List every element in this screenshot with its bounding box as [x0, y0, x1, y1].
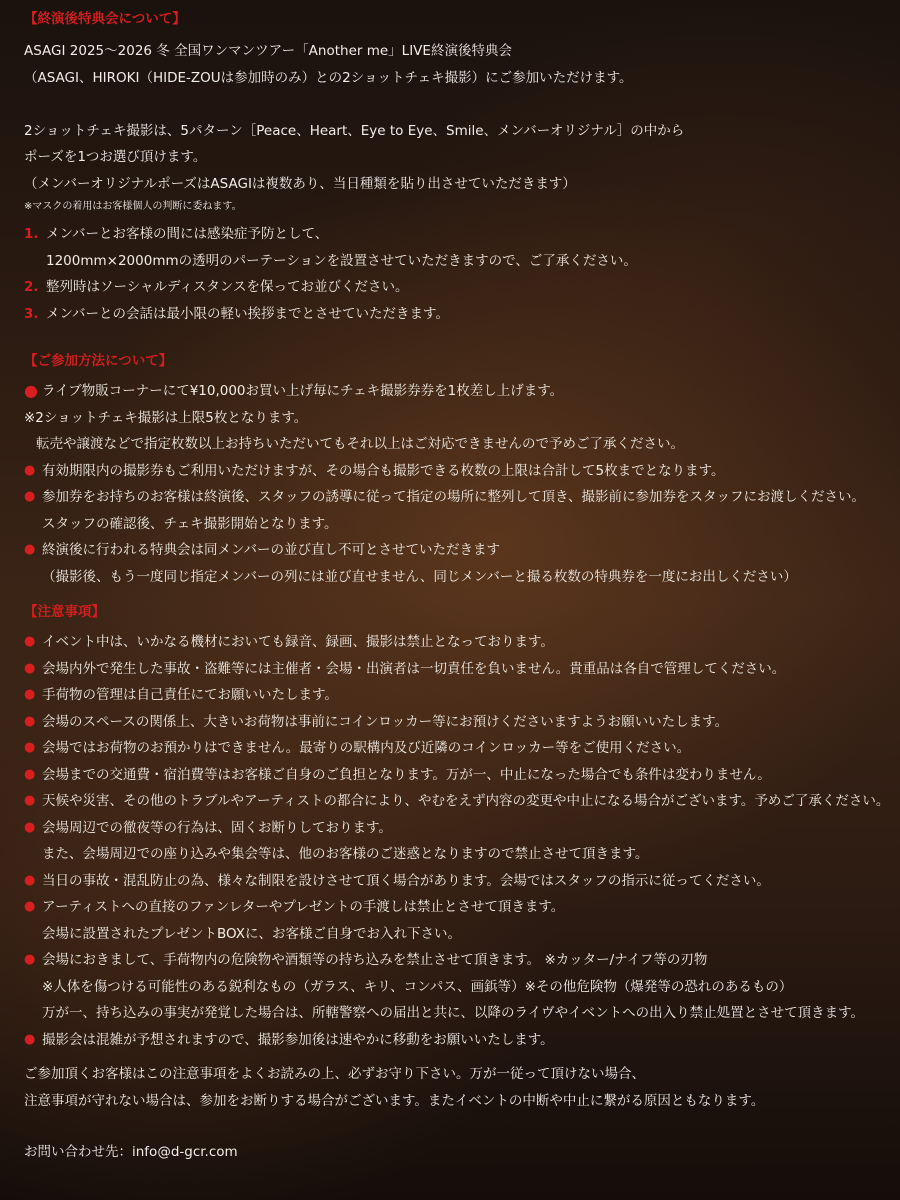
item-text: 会場ではお荷物のお預かりはできません。最寄りの駅構内及び近隣のコインロッカー等をご使用ください。	[42, 740, 691, 756]
item-number: 3.	[24, 305, 39, 322]
intro-line: ポーズを1つお選び頂けます。	[24, 149, 207, 165]
item-text: 会場のスペースの関係上、大きいお荷物は事前にコインロッカー等にお預けくださいますようお願いいたします。	[42, 713, 729, 730]
item-text: メンバーとの会話は最小限の軽い挨拶までとさせていただきます。	[46, 305, 449, 322]
item-text: 当日の事故・混乱防止の為、様々な制限を設けさせて頂く場合があります。会場ではスタッフの指示に従ってください。	[42, 872, 770, 889]
item-number: 2.	[24, 279, 39, 295]
item-text: 会場におきまして、手荷物内の危険物や酒類等の持ち込みを禁止させて頂きます。 ※カッター/ナイフ等の刃物	[42, 952, 708, 968]
list-item	[24, 868, 886, 895]
item-text: （撮影後、もう一度同じ指定メンバーの列には並び直せません、同じメンバーと撮る枚数の特典券を一度にお出しください）	[42, 568, 797, 585]
bullet-icon: ●	[24, 793, 36, 808]
list-item	[24, 762, 886, 789]
list-item	[24, 682, 886, 709]
item-text: 整列時はソーシャルディスタンスを保ってお並びください。	[46, 279, 409, 295]
item-number: 1.	[24, 226, 39, 242]
intro-line: 2ショットチェキ撮影は、5パターン［Peace、Heart、Eye to Eye、Smile、メンバーオリジナル］の中から	[24, 122, 685, 139]
contact-email: お問い合わせ先：info@d-gcr.com	[24, 1144, 238, 1160]
bullet-icon: ●	[24, 1031, 36, 1047]
list-item	[24, 1027, 886, 1054]
list-item	[24, 788, 890, 815]
item-text: また、会場周辺での座り込みや集会等は、他のお客様のご迷惑となりますので禁止させて頂きます。	[42, 846, 649, 862]
bullet-icon: ●	[24, 766, 36, 782]
item-text: 会場内外で発生した事故・盗難等には主催者・会場・出演者は一切責任を負いません。貴重品は各自で管理してください。	[42, 660, 786, 677]
mask-note: ※マスクの着用はお客様個人の判断に委ねます。	[24, 201, 242, 212]
intro-line	[24, 91, 886, 118]
section-notes	[24, 603, 890, 1053]
list-item	[24, 735, 886, 762]
list-item	[24, 378, 886, 405]
list-item	[24, 629, 886, 656]
bullet-icon: ●	[24, 899, 36, 914]
limit-note-detail: 転売や譲渡などで指定枚数以上お持ちいただいてもそれ以上はご対応できませんので予めご了承ください。	[36, 436, 684, 452]
section-post-show-event	[24, 10, 886, 327]
limit-note: ※2ショットチェキ撮影は上限5枚となります。	[24, 409, 308, 426]
list-item	[24, 815, 886, 868]
item-text: 会場周辺での徹夜等の行為は、固くお断りしております。	[42, 819, 392, 836]
list-item	[24, 894, 886, 947]
list-item	[24, 709, 886, 736]
list-item	[24, 458, 886, 485]
item-text: 会場に設置されたプレゼントBOXに、お客様ご自身でお入れ下さい。	[42, 925, 461, 942]
item-text: 終演後に行われる特典会は同メンバーの並び直し不可とさせていただきます	[42, 542, 501, 558]
closing-line: ご参加頂くお客様はこの注意事項をよくお読みの上、必ずお守り下さい。万が一従って頂けない場合、	[24, 1066, 645, 1082]
section-heading: 【注意事項】	[24, 604, 105, 620]
item-text: ※人体を傷つける可能性のある鋭利なもの（ガラス、キリ、コンパス、画鋲等）※その他危険物（爆発等の恐れのあるもの）	[42, 978, 793, 995]
item-text: アーティストへの直接のファンレターやプレゼントの手渡しは禁止とさせて頂きます。	[42, 899, 565, 915]
list-item	[24, 537, 886, 590]
section-heading: 【終演後特典会について】	[24, 11, 186, 27]
bullet-icon: ●	[24, 872, 36, 888]
section-how-to-join	[24, 352, 886, 590]
bullet-icon: ●	[24, 634, 36, 649]
numbered-item	[24, 274, 886, 301]
numbered-item	[24, 301, 886, 328]
item-text: メンバーとお客様の間には感染症予防として、	[46, 226, 329, 242]
item-text: 天候や災害、その他のトラブルやアーティストの都合により、やむをえず内容の変更や中止になる場合がございます。予めご了承ください。	[42, 793, 890, 809]
item-text: イベント中は、いかなる機材においても録音、録画、撮影は禁止となっております。	[42, 634, 554, 650]
bullet-icon: ●	[24, 660, 36, 676]
bullet-icon: ●	[24, 542, 36, 557]
numbered-item	[24, 221, 886, 274]
list-item	[24, 656, 886, 683]
bullet-icon: ●	[24, 740, 36, 755]
bullet-icon: ●	[24, 952, 36, 967]
bullet-icon: ●	[24, 713, 36, 729]
item-text: スタッフの確認後、チェキ撮影開始となります。	[42, 515, 338, 532]
contact-info	[24, 1139, 886, 1166]
item-text: 有効期限内の撮影券もご利用いただけますが、その場合も撮影できる枚数の上限は合計して5枚までとなります。	[42, 462, 725, 479]
closing-line: 注意事項が守れない場合は、参加をお断りする場合がございます。またイベントの中断や中止に繋がる原因ともなります。	[24, 1092, 765, 1109]
intro-line: （メンバーオリジナルポーズはASAGIは複数あり、当日種類を貼り出させていただきます）	[24, 175, 576, 192]
item-text: 1200mm×2000mmの透明のパーテーションを設置させていただきますので、ご了承ください。	[46, 252, 637, 269]
bullet-icon: ●	[24, 381, 38, 400]
section-heading: 【ご参加方法について】	[24, 353, 173, 369]
intro-line: ASAGI 2025～2026 冬 全国ワンマンツアー「Another me」LIVE終演後特典会	[24, 43, 512, 59]
item-text: 撮影会は混雑が予想されますので、撮影参加後は速やかに移動をお願いいたします。	[42, 1031, 554, 1048]
bullet-icon: ●	[24, 819, 36, 835]
bullet-icon: ●	[24, 462, 36, 478]
item-text: 万が一、持ち込みの事実が発覚した場合は、所轄警察への届出と共に、以降のライヴやイベントへの出入り禁止処置とさせて頂きます。	[42, 1005, 865, 1021]
list-item	[24, 484, 886, 537]
item-text: ライブ物販コーナーにて¥10,000お買い上げ毎にチェキ撮影券券を1枚差し上げます。	[42, 383, 564, 399]
item-text: 手荷物の管理は自己責任にてお願いいたします。	[42, 687, 338, 703]
item-text: 参加券をお持ちのお客様は終演後、スタッフの誘導に従って指定の場所に整列して頂き、撮影前に参加券をスタッフにお渡しください。	[42, 489, 865, 505]
bullet-icon: ●	[24, 489, 36, 504]
closing-note	[24, 1061, 886, 1114]
bullet-icon: ●	[24, 687, 36, 702]
item-text: 会場までの交通費・宿泊費等はお客様ご自身のご負担となります。万が一、中止になった場合でも条件は変わりません。	[42, 766, 771, 783]
list-item	[24, 947, 886, 1027]
intro-line: （ASAGI、HIROKI（HIDE-ZOUは参加時のみ）との2ショットチェキ撮影）にご参加いただけます。	[24, 69, 633, 86]
